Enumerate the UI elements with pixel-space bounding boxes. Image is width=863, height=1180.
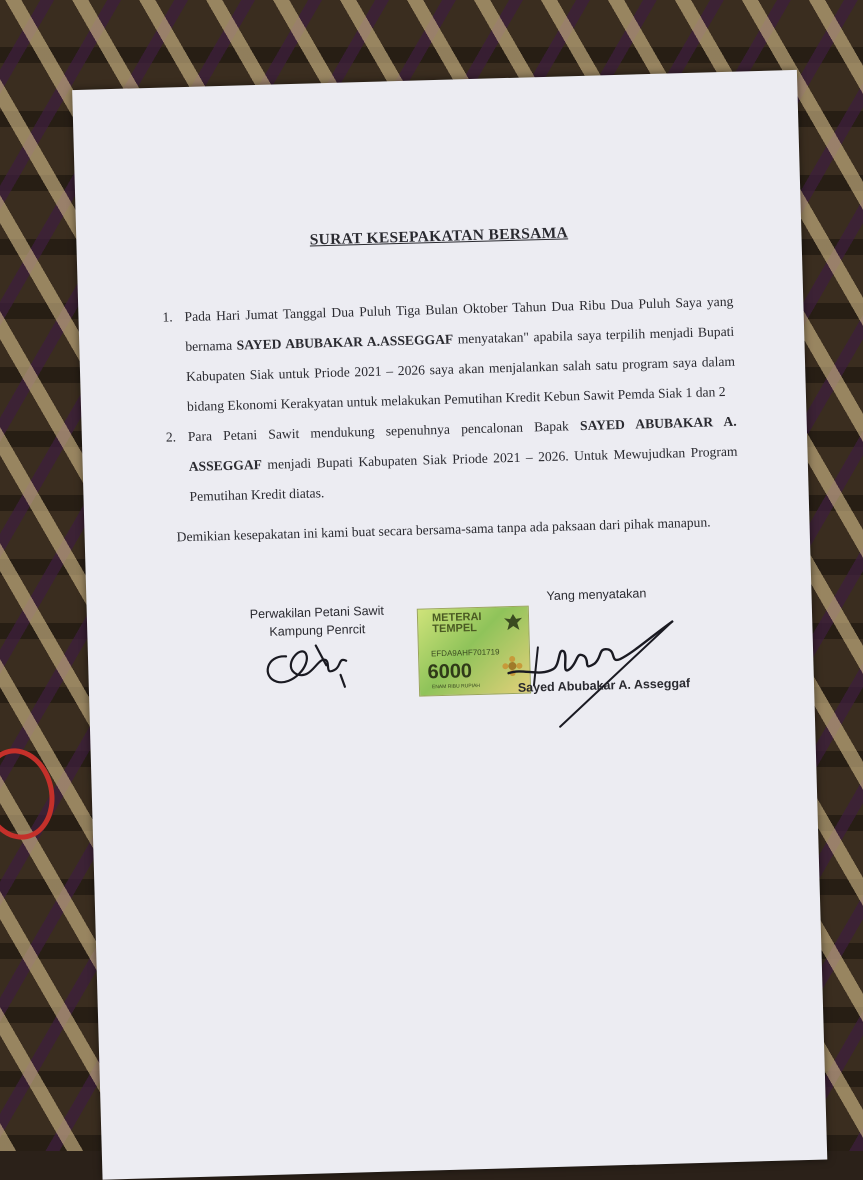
item-text: Pada Hari Jumat Tanggal Dua Puluh Tiga Bulan Oktober Tahun Dua Ribu Dua Puluh Saya yang bernama (184, 293, 734, 355)
document-body (162, 287, 740, 553)
candidate-name: SAYED ABUBAKAR A.ASSEGGAF (236, 331, 454, 353)
document-page (72, 70, 827, 1180)
left-signatory-title: Perwakilan Petani Sawit (249, 603, 385, 622)
stamp-title-line2: TEMPEL (432, 622, 478, 636)
stamp-caption: ENAM RIBU RUPIAH (431, 682, 481, 691)
right-signatory-label: Yang menyatakan (546, 586, 647, 604)
left-signatory-village: Kampung Penrcit (269, 622, 366, 639)
closing-statement: Demikian kesepakatan ini kami buat secara bersama-sama tanpa ada paksaan dari pihak manapun. (176, 514, 711, 545)
agreement-item (165, 407, 738, 513)
agreement-item (162, 287, 736, 423)
item-text: menyatakan" apabila saya terpilih menjadi Bupati Kabupaten Siak untuk Priode 2021 – 2026 saya akan menjalankan salah satu program saya dalam bidang Ekonomi Kerakyatan untuk melakukan Pemutihan Kredit Kebun Sawit Pemda Siak 1 dan 2 (185, 323, 736, 415)
stamp-serial: EFDA9AHF701719 (430, 647, 500, 659)
stamp-value: 6000 (427, 660, 473, 684)
item-text: Para Petani Sawit mendukung sepenuhnya pencalonan Bapak (187, 418, 581, 445)
candidate-name: SAYED ABUBAKAR A. ASSEGGAF (188, 413, 737, 475)
left-signature (255, 634, 366, 692)
agreement-list (162, 287, 739, 513)
right-signature (497, 603, 691, 738)
stamp-title (432, 612, 482, 635)
document-title: SURAT KESEPAKATAN BERSAMA (309, 224, 569, 249)
stamp-title-line1: METERAI (431, 610, 482, 625)
item-text: menjadi Bupati Kabupaten Siak Priode 2021 – 2026. Untuk Mewujudkan Program Pemutihan Kredit diatas. (189, 443, 738, 504)
item-number: 2. (165, 429, 177, 445)
signer-name: Sayed Abubakar A. Asseggaf (517, 676, 691, 695)
item-number: 1. (162, 309, 173, 325)
